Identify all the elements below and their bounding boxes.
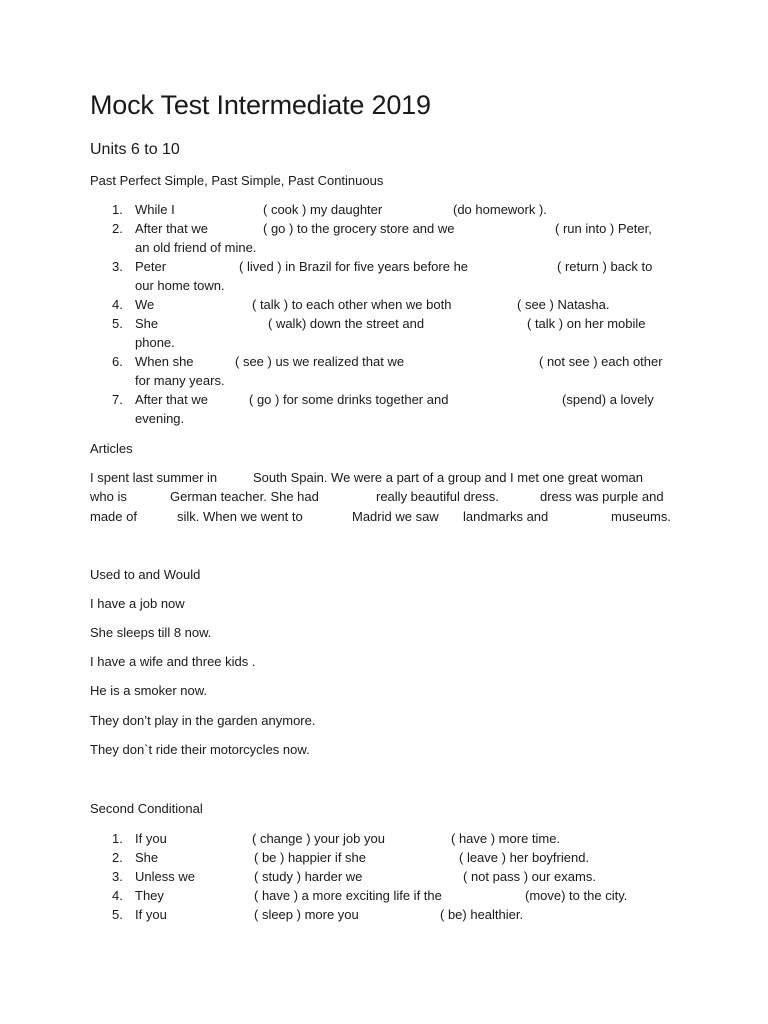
question-text: ( lived ) in Brazil for five years before he <box>239 259 469 274</box>
question-text: We <box>135 297 155 312</box>
article-text: landmarks and <box>463 509 549 524</box>
item-number: 6. <box>112 354 123 369</box>
question-text: After that we <box>135 392 208 407</box>
article-text: South Spain. We were a part of a group and I met one great woman <box>253 470 643 485</box>
question-text: ( go ) for some drinks together and <box>249 392 449 407</box>
article-text: German teacher. She had <box>170 489 319 504</box>
question-text: ( return ) back to <box>557 259 653 274</box>
item-number: 3. <box>112 869 123 884</box>
question-text: ( talk ) on her mobile <box>527 316 646 331</box>
item-number: 4. <box>112 888 123 903</box>
question-text: ( leave ) her boyfriend. <box>459 850 590 865</box>
section-heading-second-conditional: Second Conditional <box>90 801 203 816</box>
item-number: 3. <box>112 259 123 274</box>
item-number: 2. <box>112 850 123 865</box>
section-heading-articles: Articles <box>90 441 133 456</box>
item-number: 4. <box>112 297 123 312</box>
item-number: 5. <box>112 316 123 331</box>
item-number: 7. <box>112 392 123 407</box>
section-heading-past-tenses: Past Perfect Simple, Past Simple, Past Continuous <box>90 173 384 188</box>
question-text: ( go ) to the grocery store and we <box>263 221 455 236</box>
question-text: While I <box>135 202 175 217</box>
question-text: ( not pass ) our exams. <box>463 869 596 884</box>
question-text: (do homework ). <box>453 202 547 217</box>
question-text: Unless we <box>135 869 195 884</box>
question-text: She <box>135 316 159 331</box>
sentence-line: He is a smoker now. <box>90 683 208 698</box>
question-text: ( sleep ) more you <box>254 907 359 922</box>
question-text: ( talk ) to each other when we both <box>252 297 452 312</box>
question-text: ( see ) Natasha. <box>517 297 610 312</box>
item-number: 1. <box>112 202 123 217</box>
question-text: ( have ) more time. <box>451 831 561 846</box>
item-number: 5. <box>112 907 123 922</box>
question-text: (spend) a lovely <box>562 392 654 407</box>
question-text: Peter <box>135 259 167 274</box>
units-subtitle: Units 6 to 10 <box>90 141 180 158</box>
sentence-line: I have a wife and three kids . <box>90 654 256 669</box>
question-text: ( have ) a more exciting life if the <box>254 888 442 903</box>
question-text: (move) to the city. <box>525 888 628 903</box>
article-text: Madrid we saw <box>352 509 439 524</box>
sentence-line: I have a job now <box>90 596 185 611</box>
question-text: When she <box>135 354 194 369</box>
question-text: evening. <box>135 411 185 426</box>
article-text: silk. When we went to <box>177 509 303 524</box>
question-text: ( study ) harder we <box>254 869 363 884</box>
section-heading-used-to: Used to and Would <box>90 567 201 582</box>
question-text: an old friend of mine. <box>135 240 257 255</box>
question-text: ( be ) happier if she <box>254 850 367 865</box>
question-text: She <box>135 850 159 865</box>
sentence-line: They don’t play in the garden anymore. <box>90 713 316 728</box>
sentence-line: They don`t ride their motorcycles now. <box>90 742 310 757</box>
page-title: Mock Test Intermediate 2019 <box>90 90 431 120</box>
question-text: ( run into ) Peter, <box>555 221 652 236</box>
item-number: 2. <box>112 221 123 236</box>
question-text: ( see ) us we realized that we <box>235 354 405 369</box>
article-text: I spent last summer in <box>90 470 218 485</box>
article-text: dress was purple and <box>540 489 664 504</box>
article-text: really beautiful dress. <box>376 489 499 504</box>
article-text: who is <box>90 489 127 504</box>
item-number: 1. <box>112 831 123 846</box>
question-text: After that we <box>135 221 208 236</box>
question-text: If you <box>135 907 167 922</box>
sentence-line: She sleeps till 8 now. <box>90 625 212 640</box>
question-text: for many years. <box>135 373 225 388</box>
question-text: ( change ) your job you <box>252 831 385 846</box>
question-text: ( be) healthier. <box>440 907 524 922</box>
question-text: phone. <box>135 335 175 350</box>
article-text: museums. <box>611 509 671 524</box>
question-text: ( cook ) my daughter <box>263 202 383 217</box>
question-text: They <box>135 888 164 903</box>
question-text: ( walk) down the street and <box>268 316 425 331</box>
article-text: made of <box>90 509 137 524</box>
question-text: our home town. <box>135 278 225 293</box>
question-text: If you <box>135 831 167 846</box>
question-text: ( not see ) each other <box>539 354 663 369</box>
